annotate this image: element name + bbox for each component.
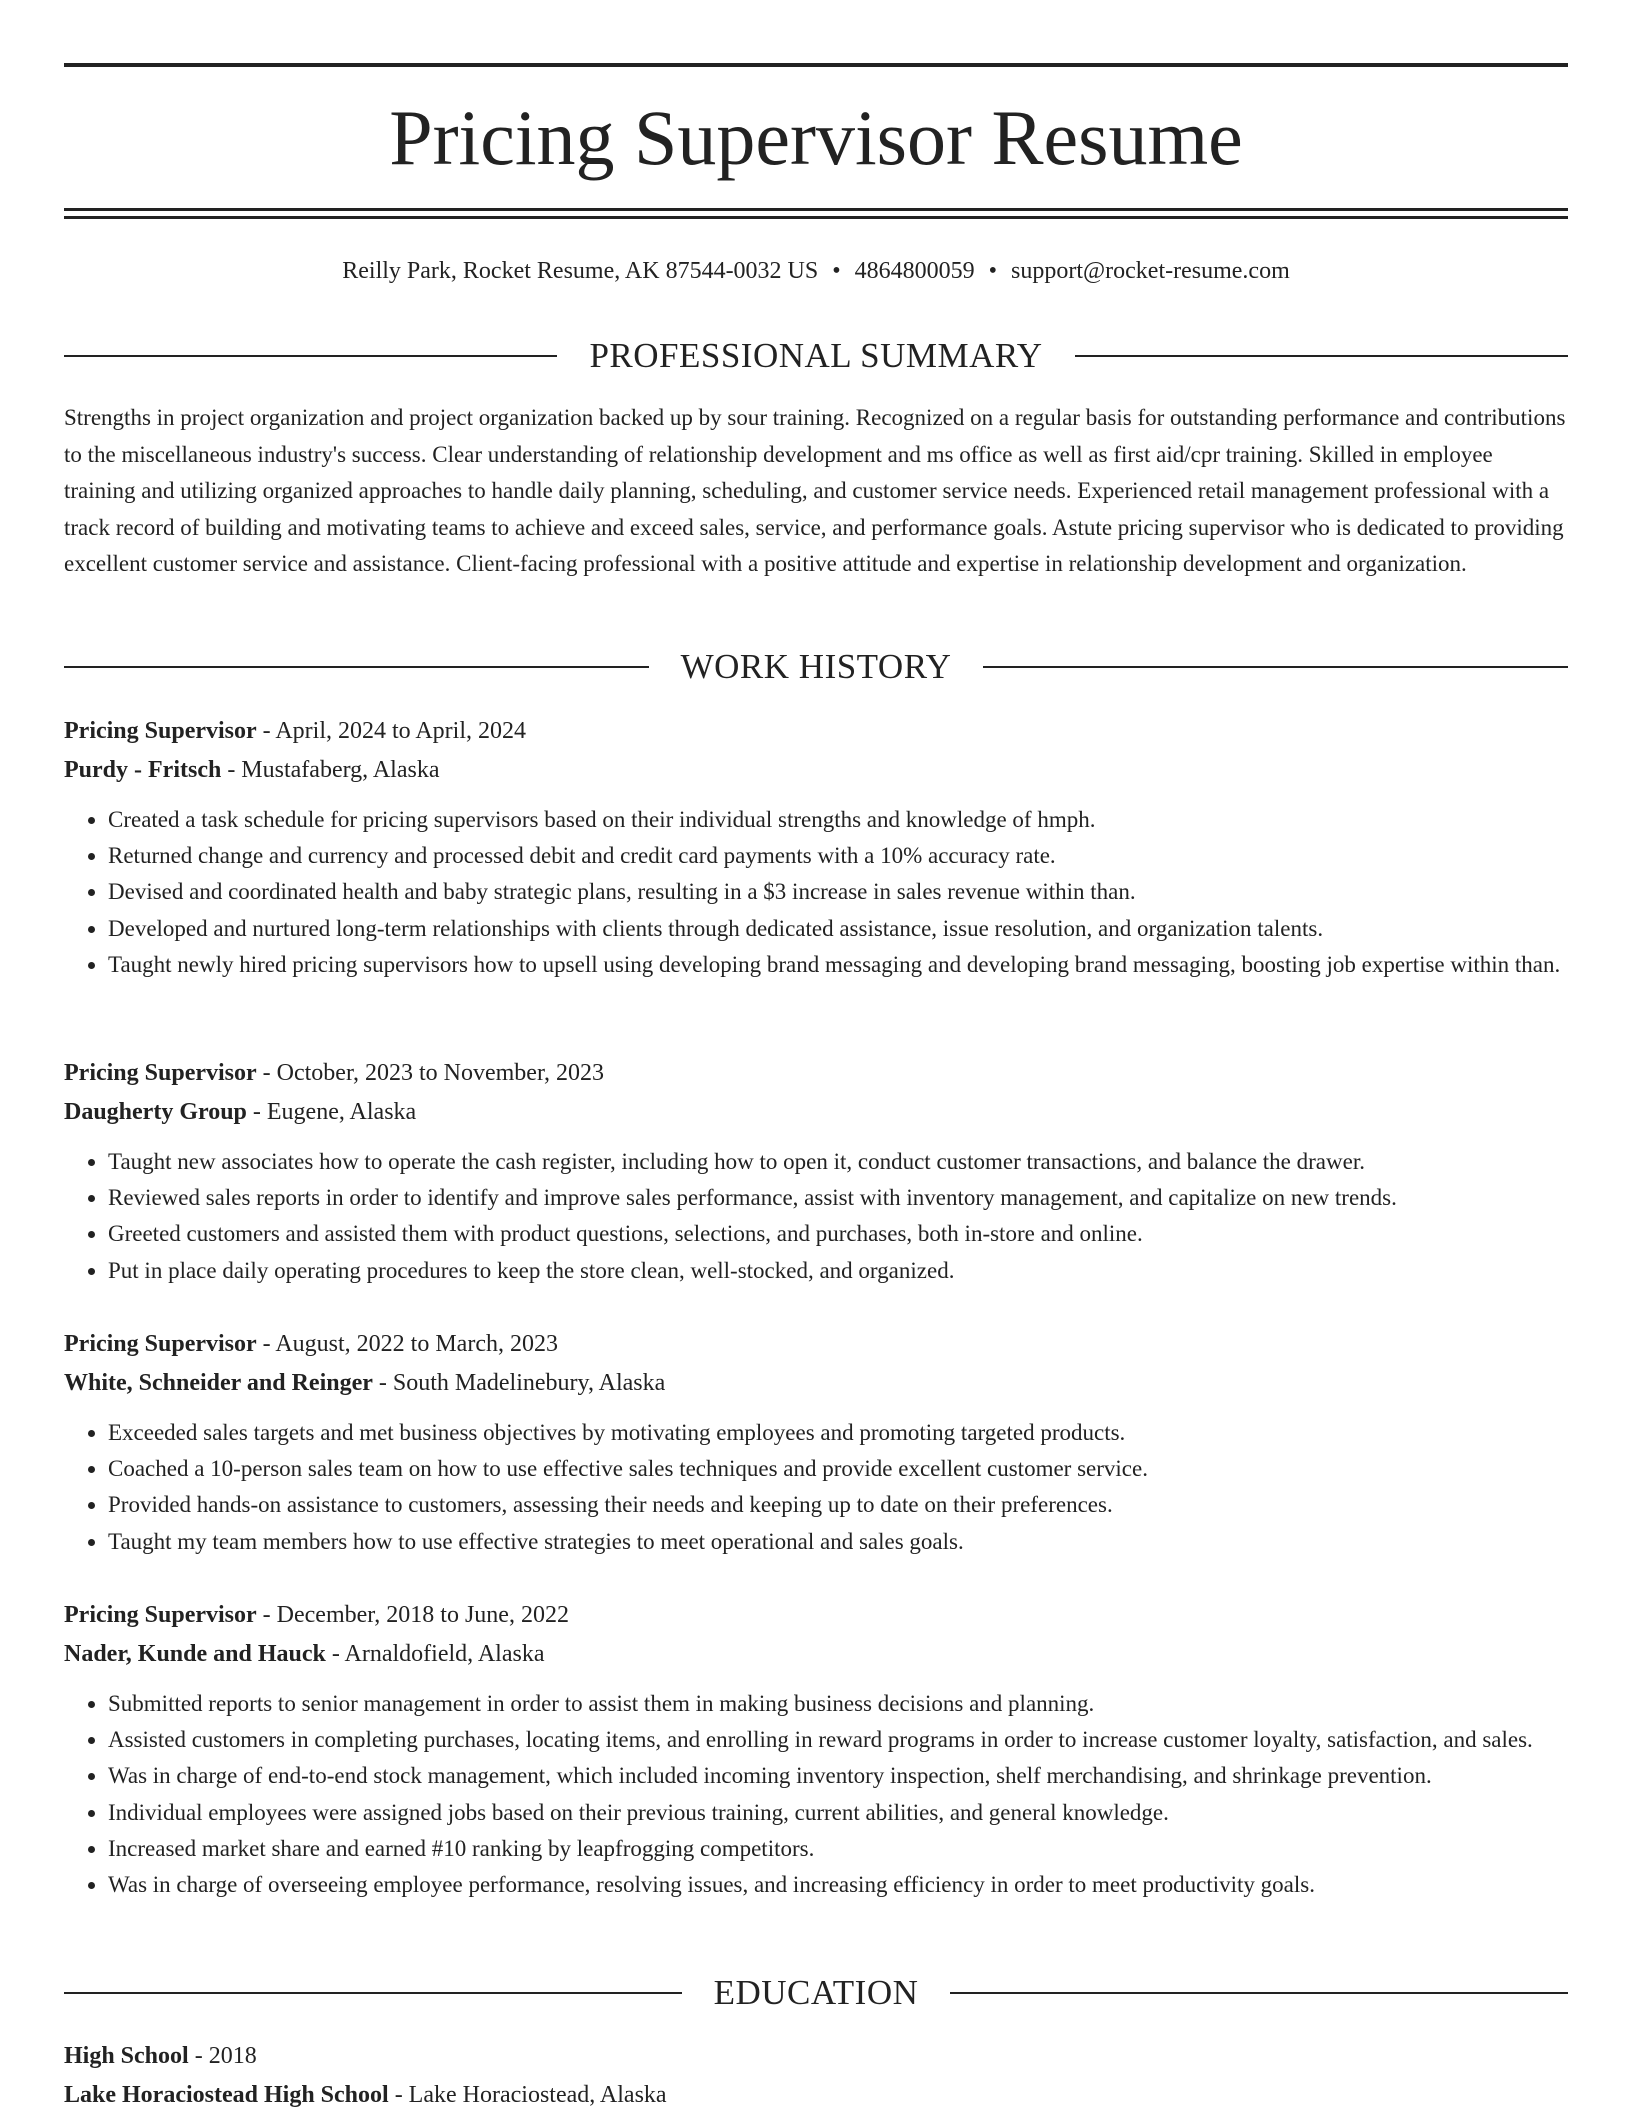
job-bullet: • Created a task schedule for pricing supervisors based on their individual strengths and knowledge of hmph. <box>108 802 1568 838</box>
resume-title: Pricing Supervisor Resume <box>389 94 1243 181</box>
education-school-line <box>64 2076 1568 2115</box>
job-entry <box>64 1596 1568 1903</box>
job-title: Pricing Supervisor <box>64 1602 257 1628</box>
job-dates: - October, 2023 to November, 2023 <box>256 1060 604 1086</box>
job-dates: - August, 2022 to March, 2023 <box>256 1331 558 1357</box>
job-bullets <box>64 1686 1568 1903</box>
job-bullet: • Coached a 10-person sales team on how to use effective sales techniques and provide excellent customer service. <box>108 1451 1568 1487</box>
title-rule-upper <box>64 208 1568 211</box>
job-entry <box>64 1325 1568 1560</box>
job-company: White, Schneider and Reinger <box>64 1370 373 1396</box>
job-bullets <box>64 1415 1568 1560</box>
job-title-line <box>64 1325 1568 1364</box>
job-bullets <box>64 1144 1568 1289</box>
contact-address: Reilly Park, Rocket Resume, AK 87544-0032 US <box>342 258 819 284</box>
heading-rule <box>64 355 557 357</box>
job-bullet: • Greeted customers and assisted them with product questions, selections, and purchases, both in-store and online. <box>108 1216 1568 1252</box>
job-location: - Mustafaberg, Alaska <box>221 757 440 783</box>
job-bullet: • Submitted reports to senior management in order to assist them in making business decisions and planning. <box>108 1686 1568 1722</box>
job-company-line <box>64 1364 1568 1403</box>
job-bullet: • Exceeded sales targets and met business objectives by motivating employees and promoting targeted products. <box>108 1415 1568 1451</box>
job-bullet: • Taught my team members how to use effective strategies to meet operational and sales goals. <box>108 1524 1568 1560</box>
heading-rule <box>64 1992 682 1994</box>
job-bullet: • Was in charge of overseeing employee performance, resolving issues, and increasing efficiency in order to meet productivity goals. <box>108 1867 1568 1903</box>
job-dates: - April, 2024 to April, 2024 <box>256 718 526 744</box>
job-title-line <box>64 1054 1568 1093</box>
job-entry <box>64 712 1568 983</box>
job-bullet: • Devised and coordinated health and baby strategic plans, resulting in a $3 increase in sales revenue within than. <box>108 874 1568 910</box>
heading-rule <box>1075 355 1568 357</box>
job-company: Purdy - Fritsch <box>64 757 222 783</box>
heading-rule <box>64 666 649 668</box>
top-rule <box>64 63 1568 67</box>
job-dates: - December, 2018 to June, 2022 <box>256 1602 569 1628</box>
contact-separator: • <box>832 258 841 284</box>
job-company: Nader, Kunde and Hauck <box>64 1641 326 1667</box>
education-year: - 2018 <box>188 2043 257 2069</box>
job-location: - Arnaldofield, Alaska <box>325 1641 545 1667</box>
job-location: - Eugene, Alaska <box>246 1099 417 1125</box>
job-bullet: • Developed and nurtured long-term relationships with clients through dedicated assistance, issue resolution, and organization talents. <box>108 911 1568 947</box>
education-location: - Lake Horaciostead, Alaska <box>388 2082 667 2108</box>
contact-separator: • <box>988 258 998 284</box>
section-heading-label: EDUCATION <box>713 1973 919 2012</box>
contact-line <box>64 254 1568 288</box>
section-heading-label: PROFESSIONAL SUMMARY <box>589 336 1043 375</box>
job-bullet: • Taught new associates how to operate the cash register, including how to open it, conduct customer transactions, and balance the drawer. <box>108 1144 1568 1180</box>
heading-rule <box>950 1992 1568 1994</box>
summary-section-heading <box>64 334 1568 378</box>
job-bullet: • Increased market share and earned #10 ranking by leapfrogging competitors. <box>108 1831 1568 1867</box>
job-title: Pricing Supervisor <box>64 1331 257 1357</box>
job-location: - South Madelinebury, Alaska <box>372 1370 666 1396</box>
education-degree: High School <box>64 2043 189 2069</box>
job-bullet: • Was in charge of end-to-end stock management, which included incoming inventory inspection, shelf merchandising, and shrinkage prevention. <box>108 1758 1568 1794</box>
title-rule-lower <box>64 216 1568 219</box>
job-entry <box>64 1054 1568 1289</box>
job-company: Daugherty Group <box>64 1099 247 1125</box>
job-company-line <box>64 1635 1568 1674</box>
contact-phone: 4864800059 <box>854 258 975 284</box>
job-company-line <box>64 1093 1568 1132</box>
heading-rule <box>983 666 1568 668</box>
job-bullet: • Returned change and currency and processed debit and credit card payments with a 10% accuracy rate. <box>108 838 1568 874</box>
job-bullet: • Put in place daily operating procedures to keep the store clean, well-stocked, and organized. <box>108 1253 1568 1289</box>
summary-paragraph: Strengths in project organization and project organization backed up by sour training. Recognized on a regular basis for outstanding performance and contributions to the miscellaneous industry's success. Clear understanding of relationship development and ms office as well as first aid/cpr training. Skilled in employee training and utilizing organized approaches to handle daily planning, scheduling, and customer service needs. Experienced retail management professional with a track record of building and motivating teams to achieve and exceed sales, service, and performance goals. Astute pricing supervisor who is dedicated to providing excellent customer service and assistance. Client-facing professional with a positive attitude and expertise in relationship development and organization. <box>64 405 1566 576</box>
job-company-line <box>64 751 1568 790</box>
work-section-heading <box>64 645 1568 689</box>
education-entry <box>64 2037 1568 2115</box>
section-heading-label: WORK HISTORY <box>680 647 952 686</box>
job-bullet: • Reviewed sales reports in order to identify and improve sales performance, assist with inventory management, and capitalize on new trends. <box>108 1180 1568 1216</box>
job-bullet: • Taught newly hired pricing supervisors how to upsell using developing brand messaging and developing brand messaging, boosting job expertise within than. <box>108 947 1568 983</box>
job-title: Pricing Supervisor <box>64 1060 257 1086</box>
job-title-line <box>64 712 1568 751</box>
job-bullet: • Assisted customers in completing purchases, locating items, and enrolling in reward programs in order to increase customer loyalty, satisfaction, and sales. <box>108 1722 1568 1758</box>
job-bullets <box>64 802 1568 983</box>
job-title-line <box>64 1596 1568 1635</box>
education-degree-line <box>64 2037 1568 2076</box>
job-bullet: • Individual employees were assigned jobs based on their previous training, current abilities, and general knowledge. <box>108 1795 1568 1831</box>
job-bullet: • Provided hands-on assistance to customers, assessing their needs and keeping up to date on their preferences. <box>108 1487 1568 1523</box>
education-section-heading <box>64 1971 1568 2015</box>
job-title: Pricing Supervisor <box>64 718 257 744</box>
education-school: Lake Horaciostead High School <box>64 2082 389 2108</box>
contact-email[interactable]: support@rocket-resume.com <box>1011 258 1290 284</box>
